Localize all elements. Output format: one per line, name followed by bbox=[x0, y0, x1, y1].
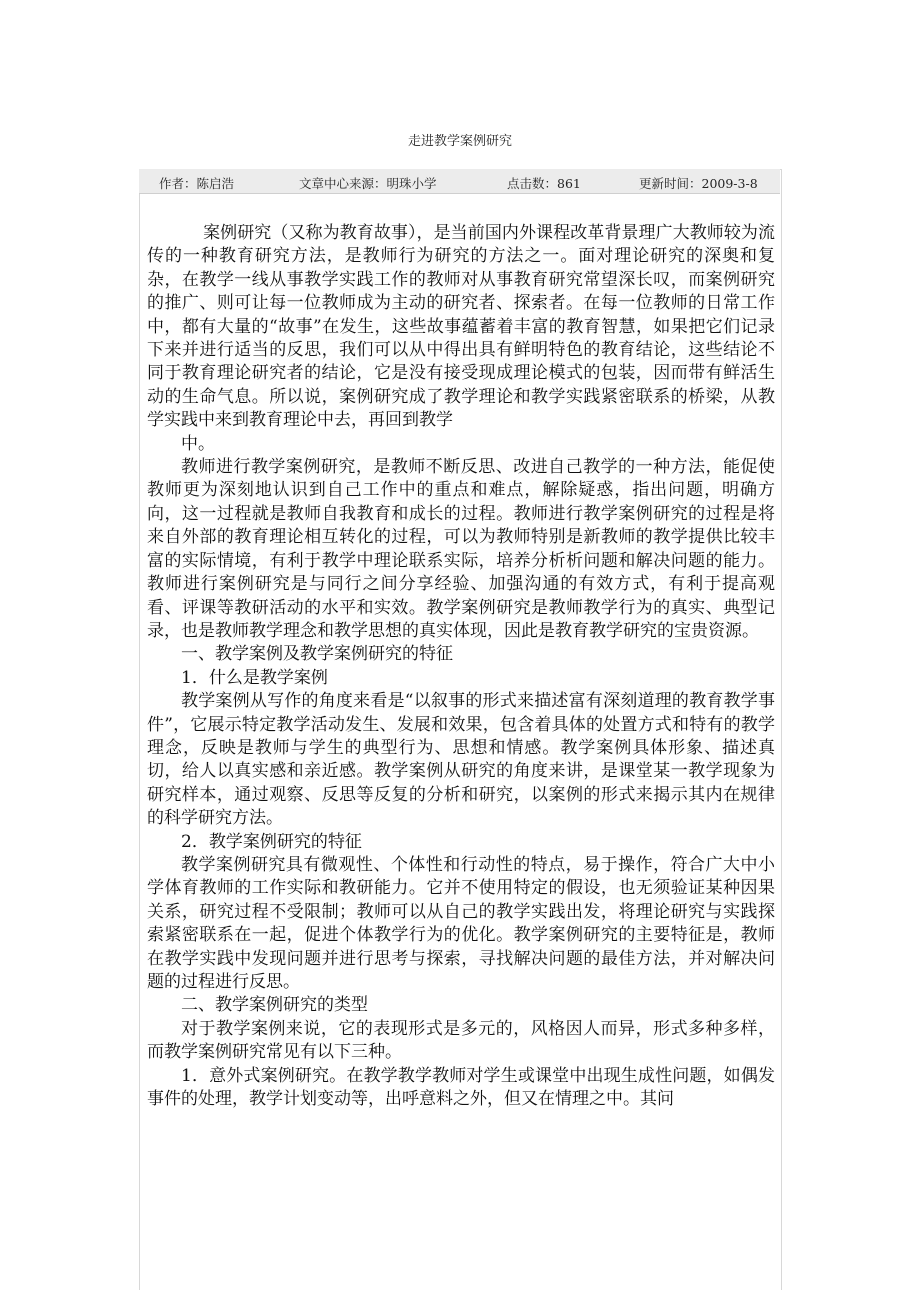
section-heading-2: 二、教学案例研究的类型 bbox=[181, 995, 368, 1016]
paragraph-intro-tail: 中。 bbox=[181, 433, 215, 454]
paragraph-significance: 教师进行教学案例研究，是教师不断反思、改进自己教学的一种方法，能促使教师更为深刻地认识到自己工作中的重点和难点，解除疑惑，指出问题，明确方向，这一过程就是教师自我教育和成长的过程。教师进行教学案例研究的过程是将来自外部的教育理论相互转化的过程，可以为教师特别是新教师的教学提供比较丰富的实际情境，有利于教学中理论联系实际，培养分析析问题和解决问题的能力。教师进行案例研究是与同行之间分享经验、加强沟通的有效方式，有利于提高观看、评课等教研活动的水平和实效。教学案例研究是教师教学行为的真实、典型记录，也是教师教学理念和教学思想的真实体现，因此是教育教学研究的宝贵资源。 bbox=[147, 457, 775, 641]
subheading-1-2: 2．教学案例研究的特征 bbox=[181, 831, 362, 852]
meta-author: 作者：陈启浩 bbox=[159, 176, 235, 191]
article-body bbox=[147, 222, 775, 1111]
meta-updated: 更新时间：2009-3-8 bbox=[639, 176, 758, 191]
article-title: 走进教学案例研究 bbox=[407, 134, 512, 149]
article-meta-bar bbox=[139, 169, 780, 194]
paragraph-features: 教学案例研究具有微观性、个体性和行动性的特点，易于操作，符合广大中小学体育教师的工作实际和教研能力。它并不使用特定的假设，也无须验证某种因果关系，研究过程不受限制；教师可以从自己的教学实践出发，将理论研究与实践探索紧密联系在一起，促进个体教学行为的优化。教学案例研究的主要特征是，教师在教学实践中发现问题并进行思考与探索，寻找解决问题的最佳方法，并对解决问题的过程进行反思。 bbox=[147, 854, 775, 992]
paragraph-definition: 教学案例从写作的角度来看是“以叙事的形式来描述富有深刻道理的教育教学事件”，它展示特定教学活动发生、发展和效果，包含着具体的处置方式和特有的教学理念，反映是教师与学生的典型行为、思想和情感。教学案例具体形象、描述真切，给人以真实感和亲近感。教学案例从研究的角度来讲，是课堂某一教学现象为研究样本，通过观察、反思等反复的分析和研究，以案例的形式来揭示其内在规律的科学研究方法。 bbox=[147, 691, 775, 829]
paragraph-intro: 案例研究（又称为教育故事），是当前国内外课程改革背景理广大教师较为流传的一种教育研究方法，是教师行为研究的方法之一。面对理论研究的深奥和复杂，在教学一线从事教学实践工作的教师对从事教育研究常望深长叹，而案例研究的推广、则可让每一位教师成为主动的研究者、探索者。在每一位教师的日常工作中，都有大量的“故事”在发生，这些故事蕴蓄着丰富的教育智慧，如果把它们记录下来并进行适当的反思，我们可以从中得出具有鲜明特色的教育结论，这些结论不同于教育理论研究者的结论，它是没有接受现成理论模式的包装，因而带有鲜活生动的生命气息。所以说，案例研究成了教学理论和教学实践紧密联系的桥梁，从教学实践中来到教育理论中去，再回到教学 bbox=[147, 223, 775, 431]
paragraph-type-1: 1．意外式案例研究。在教学教学教师对学生或课堂中出现生成性问题，如偶发事件的处理，教学计划变动等，出呼意料之外，但又在情理之中。其问 bbox=[147, 1065, 775, 1110]
section-heading-1: 一、教学案例及教学案例研究的特征 bbox=[181, 644, 453, 665]
paragraph-types-intro: 对于教学案例来说，它的表现形式是多元的，风格因人而异，形式多种多样，而教学案例研究常见有以下三种。 bbox=[147, 1018, 775, 1063]
meta-source: 文章中心来源：明珠小学 bbox=[299, 176, 437, 191]
meta-hits: 点击数：861 bbox=[507, 176, 581, 191]
subheading-1-1: 1．什么是教学案例 bbox=[181, 667, 328, 688]
